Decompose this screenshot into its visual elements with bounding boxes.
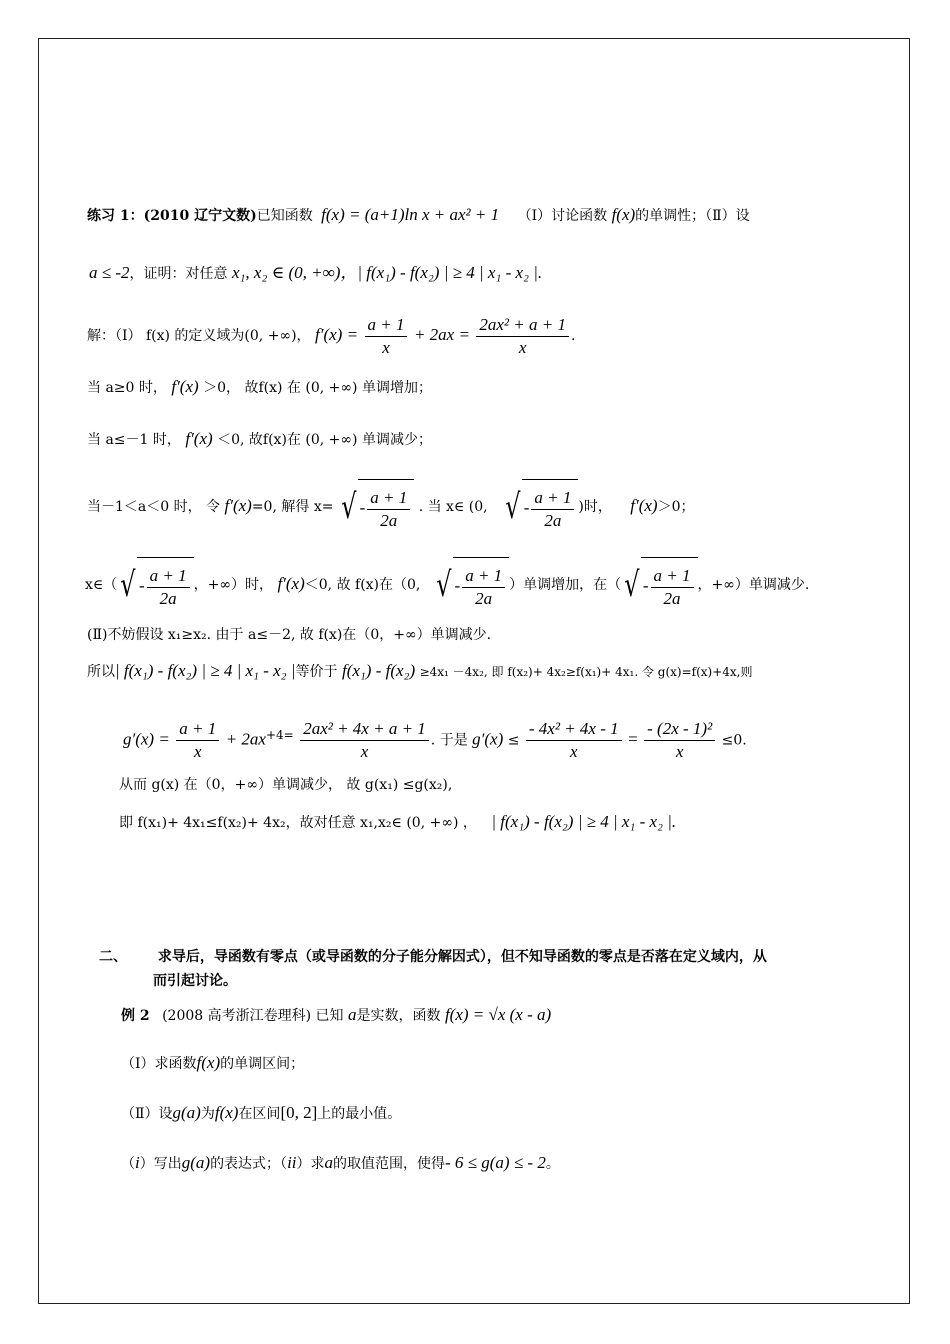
numerator: a + 1 <box>651 565 694 588</box>
text: 的取值范围，使得 <box>333 1156 446 1172</box>
radical-sign: √ <box>624 565 640 605</box>
text: ＞0， 故f(x) 在 (0, +∞) 单调增加； <box>203 380 432 396</box>
text: （Ⅰ）讨论函数 <box>517 208 608 224</box>
formula: f(x₁) - f(x₂) <box>341 661 416 680</box>
fraction <box>651 565 694 610</box>
denominator: 2a <box>663 588 681 608</box>
formula: x₁, x₂ ∈ (0, +∞) <box>231 263 341 282</box>
text: ，+∞）时， <box>193 577 273 593</box>
text: （Ⅰ）求函数 <box>121 1056 197 1072</box>
text: 所以 <box>87 664 115 680</box>
denominator: x <box>360 742 369 762</box>
text: ＞0； <box>657 499 695 515</box>
text: 的单调性；（Ⅱ）设 <box>635 208 750 224</box>
example-2-q1 <box>121 1053 304 1074</box>
text: = <box>628 729 638 749</box>
text: ≤ <box>507 732 520 749</box>
text: (2008 高考浙江卷理科) 已知 <box>162 1008 344 1024</box>
fraction <box>531 487 574 532</box>
denominator: 2a <box>544 510 562 530</box>
denominator: x <box>675 742 684 762</box>
exercise-1-statement <box>87 205 750 226</box>
text: )时， <box>578 499 612 515</box>
text: . 当 x∈ (0, <box>418 499 488 515</box>
text: 的表达式；（ <box>210 1156 288 1172</box>
formula: - 6 ≤ g(a) ≤ - 2 <box>445 1153 546 1172</box>
example-label: 例 2 <box>121 1008 150 1024</box>
fraction <box>300 718 429 763</box>
formula: | f(x₁) - f(x₂) | ≥ 4 | x₁ - x₂ |. <box>491 812 677 831</box>
text: 等价于 <box>295 664 338 680</box>
example-2-statement <box>121 1005 551 1026</box>
fraction <box>644 718 715 763</box>
text: (Ⅱ)不妨假设 x₁≥x₂. 由于 a≤－2, 故 f(x)在（0，+∞）单调减少. <box>87 627 492 643</box>
page-frame <box>38 38 910 1304</box>
example-2-q2 <box>121 1103 401 1124</box>
formula: a ≤ -2 <box>89 263 130 282</box>
radical-sign: √ <box>120 565 136 605</box>
formula: f(x) <box>214 1103 239 1122</box>
exercise-1-title: 练习 1：(2010 辽宁文数) <box>87 208 257 224</box>
fraction <box>367 487 410 532</box>
text: ，+∞）单调减少. <box>697 577 810 593</box>
formula: g(a) <box>172 1103 201 1122</box>
sqrt-expression: √ - $\frac{a + 1}{2a}$ <box>502 479 578 535</box>
solution-line-4 <box>87 479 695 535</box>
text: 已知函数 <box>256 208 313 224</box>
formula: g′(x) <box>472 729 504 749</box>
text: （ <box>121 1156 135 1172</box>
text: 当 a≤－1 时， <box>87 432 181 448</box>
text: x∈（ <box>85 577 118 593</box>
text: ）单调增加，在（ <box>509 577 622 593</box>
sqrt-expression: √ - $\frac{a + 1}{2a}$ <box>117 557 193 613</box>
numerator: 2ax² + 4x + a + 1 <box>300 718 429 741</box>
fraction <box>526 718 622 763</box>
text: ＜0, 故f(x)在 (0, +∞) 单调减少； <box>217 432 432 448</box>
denominator: x <box>569 742 578 762</box>
numerator: a + 1 <box>367 487 410 510</box>
numerator: a + 1 <box>176 718 219 741</box>
solution-line-5 <box>85 557 809 613</box>
denominator: 2a <box>159 588 177 608</box>
text: ）求 <box>296 1156 325 1172</box>
denominator: x <box>382 337 390 357</box>
radical-sign: √ <box>505 487 521 527</box>
section-number: 二、 <box>99 949 127 965</box>
solution-line-3 <box>87 429 432 450</box>
text: . <box>570 328 576 344</box>
formula: i <box>135 1153 140 1172</box>
formula: a <box>347 1005 357 1024</box>
text: 上的最小值。 <box>317 1106 402 1122</box>
formula: [0, 2] <box>280 1103 318 1122</box>
text: （Ⅱ）设 <box>121 1106 173 1122</box>
numerator: a + 1 <box>147 565 190 588</box>
text: 的单调区间； <box>220 1056 305 1072</box>
solution-line-10 <box>119 805 676 840</box>
text: 从而 g(x) 在（0，+∞）单调减少， 故 g(x₁) ≤g(x₂), <box>119 777 453 793</box>
numerator: 2ax² + a + 1 <box>476 314 569 337</box>
formula: f′(x) <box>171 377 199 396</box>
text: 。 <box>545 1156 560 1172</box>
text: . 于是 <box>430 732 468 749</box>
formula: + 2ax <box>225 729 266 749</box>
numerator: a + 1 <box>531 487 574 510</box>
radical-sign: √ <box>436 565 452 605</box>
fraction <box>147 565 190 610</box>
formula: g(a) <box>181 1153 211 1172</box>
numerator: - (2x - 1)² <box>644 718 715 741</box>
numerator: a + 1 <box>462 565 505 588</box>
text: 解：（Ⅰ） f(x) 的定义域为(0, +∞)， <box>87 328 311 344</box>
fraction <box>462 565 505 610</box>
formula: f′(x) <box>224 496 252 515</box>
fraction <box>365 314 408 359</box>
formula: ，| f(x₁) - f(x₂) | ≥ 4 | x₁ - x₂ |. <box>340 263 543 282</box>
numerator: - 4x² + 4x - 1 <box>526 718 622 741</box>
denominator: 2a <box>475 588 493 608</box>
solution-line-6 <box>87 625 491 645</box>
text: ≤0. <box>721 732 747 749</box>
text: ＜0, 故 f(x)在（0, <box>304 577 421 593</box>
numerator: a + 1 <box>365 314 408 337</box>
section-title: 而引起讨论。 <box>153 973 237 989</box>
solution-line-9 <box>119 775 452 795</box>
exercise-1-statement-cont <box>89 263 542 284</box>
text: ）写出 <box>139 1156 182 1172</box>
sqrt-expression: √ - $\frac{a + 1}{2a}$ <box>621 557 697 613</box>
formula: f′(x) <box>277 574 305 593</box>
radical-sign: √ <box>341 487 357 527</box>
formula: + 2ax = <box>413 325 470 344</box>
solution-line-2 <box>87 377 432 398</box>
solution-line-7 <box>87 657 752 686</box>
text: 是实数，函数 <box>356 1008 441 1024</box>
example-2-q3 <box>121 1153 560 1174</box>
text: =0, 解得 x= <box>251 499 334 515</box>
denominator: 2a <box>380 510 398 530</box>
text: 在区间 <box>238 1106 281 1122</box>
denominator: x <box>518 337 527 357</box>
formula: f(x) = √x (x - a) <box>444 1005 552 1024</box>
section-2-heading-cont <box>153 971 237 991</box>
formula: f′(x) <box>185 429 213 448</box>
formula: f′(x) = <box>315 325 359 344</box>
sqrt-expression: √ - $\frac{a + 1}{2a}$ <box>338 479 414 535</box>
text: 为 <box>200 1106 215 1122</box>
text: 即 f(x₁)+ 4x₁≤f(x₂)+ 4x₂，故对任意 x₁,x₂∈ (0, +∞) ， <box>119 815 477 831</box>
sqrt-expression: √ - $\frac{a + 1}{2a}$ <box>433 557 509 613</box>
formula: ii <box>287 1153 297 1172</box>
text: ，证明：对任意 <box>129 266 228 282</box>
fraction <box>176 718 219 763</box>
formula: f(x) <box>611 205 636 224</box>
text: 当 a≥0 时， <box>87 380 167 396</box>
text: ≥4x₁ －4x₂, 即 f(x₂)+ 4x₂≥f(x₁)+ 4x₁. 令 g(x)=f(x)+4x,则 <box>419 665 753 679</box>
section-title: 求导后，导函数有零点（或导函数的分子能分解因式），但不知导函数的零点是否落在定义域内，从 <box>157 949 767 965</box>
formula: f(x) <box>196 1053 221 1072</box>
formula: | f(x₁) - f(x₂) | ≥ 4 | x₁ - x₂ | <box>115 661 296 680</box>
text: 当－1＜a＜0 时， 令 <box>87 499 221 515</box>
formula: f′(x) <box>630 496 658 515</box>
denominator: x <box>193 742 202 762</box>
text: +4= <box>265 728 294 742</box>
formula: a <box>324 1153 334 1172</box>
section-2-heading <box>99 947 767 967</box>
solution-line-1 <box>87 313 575 359</box>
formula: g′(x) = <box>123 729 170 749</box>
fraction <box>476 314 569 359</box>
solution-line-8 <box>123 705 747 771</box>
formula: f(x) = (a+1)ln x + ax² + 1 <box>321 205 500 224</box>
